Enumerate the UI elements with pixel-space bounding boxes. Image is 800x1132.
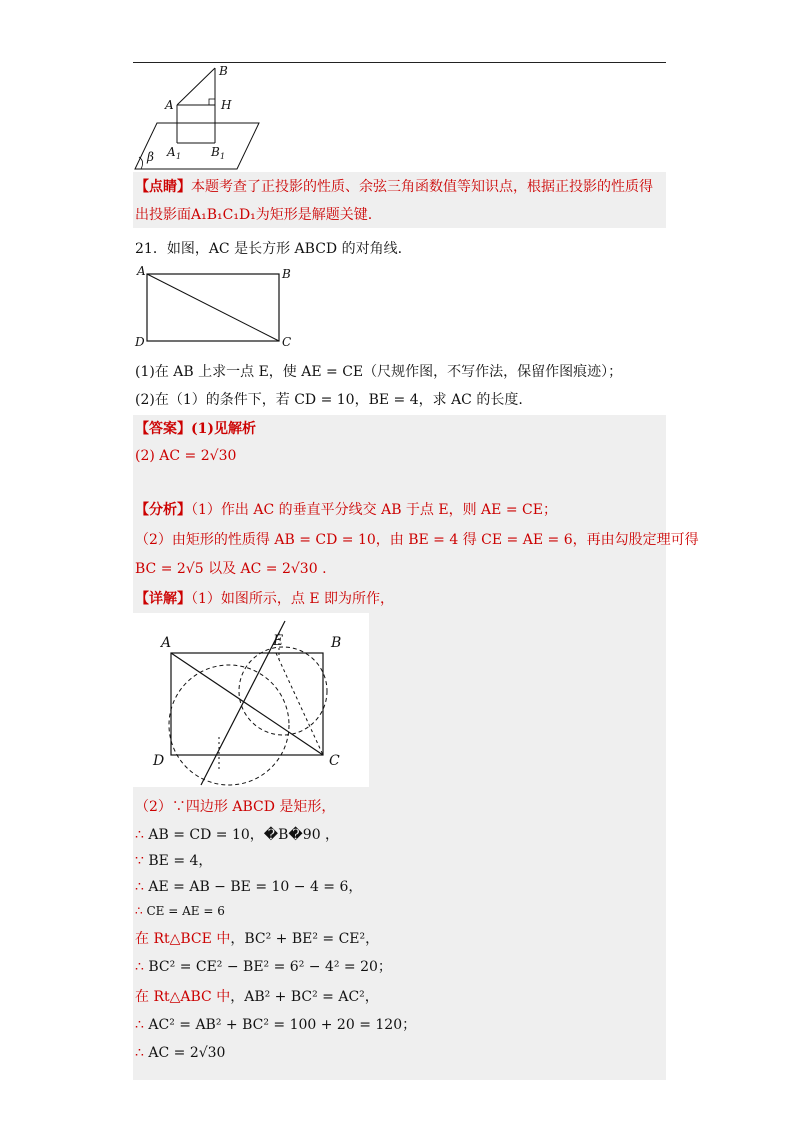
detail-step-1: （2）∵四边形 ABCD 是矩形，	[135, 799, 336, 815]
detail-step-8: 在 Rt△ABC 中，AB² + BC² = AC²，	[135, 989, 379, 1005]
label-B: B	[219, 64, 228, 78]
c-label-D: D	[153, 753, 165, 769]
label-A1: A	[167, 145, 176, 159]
answer-part2: (2) AC = 2√30	[135, 448, 237, 464]
detail-step-7: ∴ BC² = CE² − BE² = 6² − 4² = 20；	[135, 959, 392, 975]
c-label-A: A	[161, 635, 172, 651]
label-B1-sub: 1	[220, 152, 226, 161]
question-stem: 21．如图，AC 是长方形 ABCD 的对角线.	[135, 241, 403, 257]
question-figure	[133, 262, 298, 350]
c-label-C: C	[329, 753, 340, 769]
prev-comment-line2: 出投影面A₁B₁C₁D₁为矩形是解题关键.	[135, 207, 373, 223]
construction-figure	[133, 613, 369, 787]
question-part1: (1)在 AB 上求一点 E，使 AE = CE（尺规作图，不写作法，保留作图痕迹）；	[135, 364, 623, 380]
analysis-line2: （2）由矩形的性质得 AB = CD = 10，由 BE = 4 得 CE = AE = 6，再由勾股定理可得	[135, 532, 699, 548]
detail-line1	[135, 589, 394, 609]
answer-tag-line	[135, 419, 256, 439]
detail-step-3: ∵ BE = 4，	[135, 853, 213, 869]
label-beta: β	[147, 150, 154, 164]
analysis-line3: BC = 2√5 以及 AC = 2√30 .	[135, 561, 327, 577]
q-label-C: C	[282, 335, 292, 349]
question-part2: (2)在（1）的条件下，若 CD = 10，BE = 4，求 AC 的长度.	[135, 392, 523, 408]
q-label-B: B	[282, 267, 291, 281]
comment-text-1: 本题考查了正投影的性质、余弦三角函数值等知识点，根据正投影的性质得	[191, 179, 653, 195]
analysis-text-1: （1）作出 AC 的垂直平分线交 AB 于点 E，则 AE = CE；	[191, 502, 557, 518]
label-B1: B	[211, 145, 220, 159]
prev-problem-figure	[133, 63, 261, 171]
answer-part1: (1)见解析	[191, 421, 256, 437]
detail-step-5: ∴ CE = AE = 6	[135, 904, 225, 918]
detail-step-4: ∴ AE = AB − BE = 10 − 4 = 6，	[135, 879, 363, 895]
q-label-D: D	[135, 335, 145, 349]
detail-step-9: ∴ AC² = AB² + BC² = 100 + 20 = 120；	[135, 1017, 417, 1033]
label-A1-sub: 1	[176, 152, 182, 161]
detail-text-1: （1）如图所示，点 E 即为所作，	[191, 591, 395, 607]
c-label-E: E	[273, 633, 284, 649]
analysis-line1	[135, 500, 557, 520]
answer-tag: 【答案】	[135, 421, 191, 437]
detail-step-2: ∴ AB = CD = 10，�B�90 ，	[135, 827, 340, 843]
q-label-A: A	[137, 264, 146, 278]
comment-tag: 【点睛】	[135, 179, 191, 195]
prev-comment-line1	[135, 177, 653, 197]
detail-tag: 【详解】	[135, 591, 191, 607]
detail-step-10: ∴ AC = 2√30	[135, 1045, 226, 1061]
label-H: H	[221, 98, 232, 112]
analysis-tag: 【分析】	[135, 502, 191, 518]
detail-step-6: 在 Rt△BCE 中，BC² + BE² = CE²，	[135, 931, 380, 947]
c-label-B: B	[331, 635, 342, 651]
label-A: A	[165, 98, 174, 112]
